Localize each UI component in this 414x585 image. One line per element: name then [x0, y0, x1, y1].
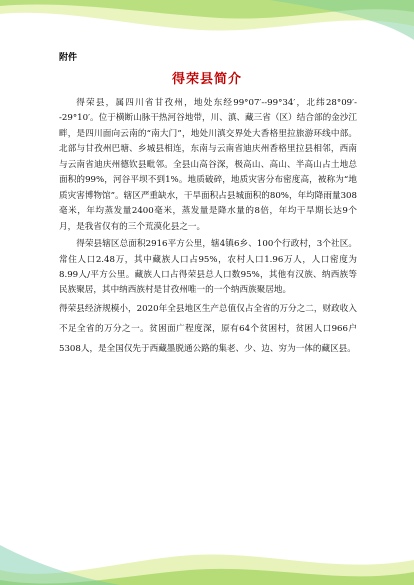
top-wave-light	[0, 0, 414, 30]
page-title: 得荣县简介	[171, 72, 242, 87]
document-body	[59, 96, 357, 359]
bottom-wave	[0, 569, 414, 585]
bottom-left-wave	[0, 545, 120, 585]
top-right-wave	[270, 0, 414, 40]
paragraph-economy: 得荣县经济规模小，2020年全县地区生产总值仅占全省的万分之二，财政收入不足全省的万分之一。贫困面广程度深，原有64个贫困村，贫困人口966户5308人，是全国仅先于西藏墨脱通公路的集老、少、边、穷为一体的藏区县。	[59, 303, 357, 354]
paragraph-population: 得荣县辖区总面积2916平方公里，辖4镇6乡、100个行政村，3个社区。常住人口2.48万，其中藏族人口占95%，农村人口1.96万人，人口密度为8.99人/平方公里。藏族人口占得荣县总人口数95%，其他有汉族、纳西族等民族聚居，其中纳西族村是甘孜州唯一的一个纳西族聚居地。	[59, 239, 357, 296]
top-wave	[0, 0, 414, 19]
attachment-label: 附件	[59, 53, 78, 63]
bottom-wave-light	[0, 554, 414, 585]
paragraph-geography: 得荣县，属四川省甘孜州，地处东经99°07′--99°34′，北纬28°09′--29°10′。位于横断山脉干热河谷地带，川、滇、藏三省（区）结合部的金沙江畔，是四川面向云南的“南大门”，地处川滇交界处大香格里拉旅游环线中部。北部与甘孜州巴塘、乡城县相连，东南与云南省迪庆州香格里拉县相邻，西南与云南省迪庆州德钦县毗邻。全县山高谷深，极高山、高山、半高山占土地总面积的99%，河谷平坝不到1%。地质破碎，地质灾害分布密度高，被称为“地质灾害博物馆”。辖区严重缺水，干旱面积占县城面积的80%，年均降雨量308毫米，年均蒸发量2400毫米，蒸发量是降水量的8倍，年均干旱期长达9个月，是我省仅有的三个荒漠化县之一。	[59, 98, 357, 232]
